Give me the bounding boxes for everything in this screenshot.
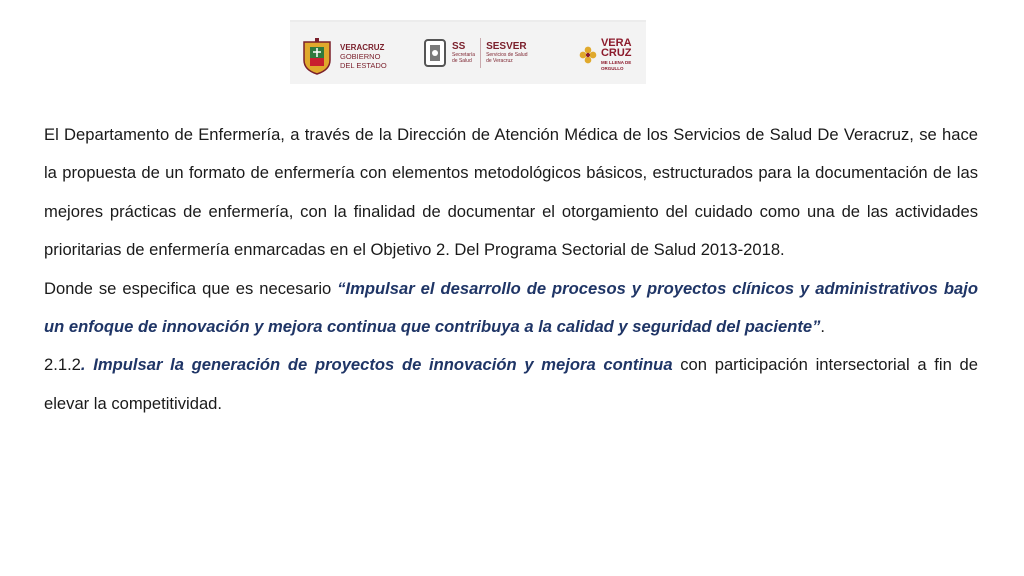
sesver-line1: Servicios de Salud [486,52,528,58]
paragraph-objective-lead: Donde se especifica que es necesario [44,278,338,298]
paragraph-objective [44,270,978,347]
ss-line2: de Salud [452,58,472,64]
strategy-rest: con participación intersectorial a fin de elevar la competitividad. [44,355,978,413]
coat-of-arms-icon [300,36,334,76]
paragraph-objective-end: . [820,317,826,337]
objective-quote: “Impulsar el desarrollo de procesos y proyectos clínicos y administrativos bajo un enfoque de innovación y mejora continua que contribuya a la calidad y seguridad del paciente” [44,278,978,337]
header-logo-bar [290,20,646,84]
veracruz-line1: VERACRUZ [340,42,385,52]
veracruz-brand-logo [578,38,646,72]
strategy-number: 2.1.2 [44,355,81,375]
veracruz-line2: GOBIERNO [340,51,381,61]
veracruz-line3: DEL ESTADO [340,60,387,70]
document-body [44,116,978,423]
vera-text: VERA [600,37,632,49]
emblem-icon [422,36,448,70]
veracruz-government-logo [300,36,387,76]
sesver-line2: de Veracruz [486,58,513,64]
flower-emblem-icon [578,43,598,67]
paragraph-strategy [44,346,978,423]
strategy-emphasis: . Impulsar la generación de proyectos de innovación y mejora continua [80,355,673,375]
paragraph-intro: El Departamento de Enfermería, a través de la Dirección de Atención Médica de los Servicios de Salud De Veracruz, se hace la propuesta de un formato de enfermería con elementos metodológicos básicos, estructurados para la documentación de las mejores prácticas de enfermería, con la finalidad de documentar el otorgamiento del cuidado como una de las actividades prioritarias de enfermería enmarcadas en el Objetivo 2. Del Programa Sectorial de Salud 2013-2018. [44,125,978,260]
cruz-text: CRUZ [600,47,632,59]
ss-line1: Secretaría [452,52,476,58]
ss-title: SS [452,41,466,52]
ss-sesver-logo [422,36,528,70]
logo-divider [480,38,481,68]
sesver-title: SESVER [486,41,527,52]
brand-tagline: ME LLENA DE ORGULLO [600,60,632,71]
